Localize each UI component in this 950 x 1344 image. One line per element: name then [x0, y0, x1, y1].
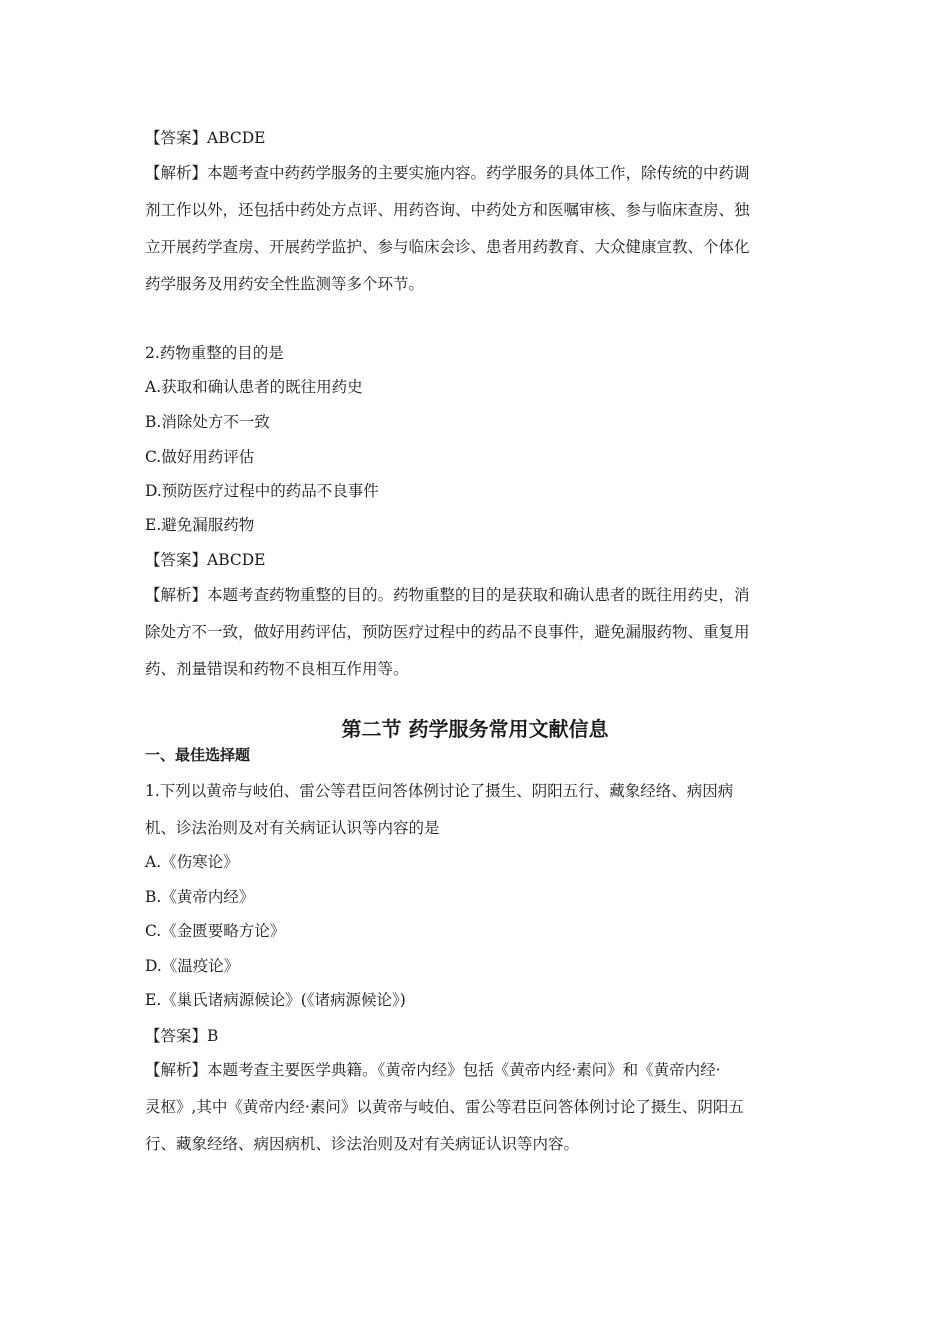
analysis-line: 药、剂量错误和药物不良相互作用等。: [145, 660, 409, 678]
answer-line: 【答案】ABCDE: [145, 129, 266, 147]
question-stem: 1.下列以黄帝与岐伯、雷公等君臣问答体例讨论了摄生、阴阳五行、藏象经络、病因病: [145, 782, 734, 800]
answer-line: 【答案】B: [145, 1027, 219, 1045]
analysis-line: 药学服务及用药安全性监测等多个环节。: [145, 275, 425, 293]
subsection-title: 一、最佳选择题: [145, 746, 251, 764]
option-e: E.《巢氏诸病源候论》(《诸病源候论》): [145, 991, 406, 1009]
analysis-line: 【解析】本题考查主要医学典籍。《黄帝内经》包括《黄帝内经·素问》和《黄帝内经·: [145, 1061, 721, 1079]
analysis-line: 【解析】本题考查药物重整的目的。药物重整的目的是获取和确认患者的既往用药史，消: [145, 586, 750, 604]
option-d: D.《温疫论》: [145, 957, 240, 975]
analysis-line: 灵枢》,其中《黄帝内经·素问》以黄帝与岐伯、雷公等君臣问答体例讨论了摄生、阴阳五: [145, 1098, 744, 1116]
analysis-line: 剂工作以外，还包括中药处方点评、用药咨询、中药处方和医嘱审核、参与临床查房、独: [145, 201, 750, 219]
option-a: A.获取和确认患者的既往用药史: [145, 378, 363, 396]
section-title: 第二节 药学服务常用文献信息: [341, 717, 609, 741]
analysis-line: 除处方不一致，做好用药评估，预防医疗过程中的药品不良事件，避免漏服药物、重复用: [145, 623, 750, 641]
analysis-line: 立开展药学查房、开展药学监护、参与临床会诊、患者用药教育、大众健康宣教、个体化: [145, 238, 750, 256]
question-stem: 机、诊法治则及对有关病证认识等内容的是: [145, 819, 440, 837]
option-a: A.《伤寒论》: [145, 853, 239, 871]
option-b: B.《黄帝内经》: [145, 888, 255, 906]
answer-line: 【答案】ABCDE: [145, 551, 266, 569]
option-c: C.做好用药评估: [145, 448, 255, 466]
analysis-line: 【解析】本题考查中药药学服务的主要实施内容。药学服务的具体工作，除传统的中药调: [145, 164, 750, 182]
question-stem: 2.药物重整的目的是: [145, 344, 284, 362]
option-d: D.预防医疗过程中的药品不良事件: [145, 482, 379, 500]
analysis-line: 行、藏象经络、病因病机、诊法治则及对有关病证认识等内容。: [145, 1135, 580, 1153]
option-e: E.避免漏服药物: [145, 516, 255, 534]
option-c: C.《金匮要略方论》: [145, 922, 286, 940]
option-b: B.消除处方不一致: [145, 413, 270, 431]
